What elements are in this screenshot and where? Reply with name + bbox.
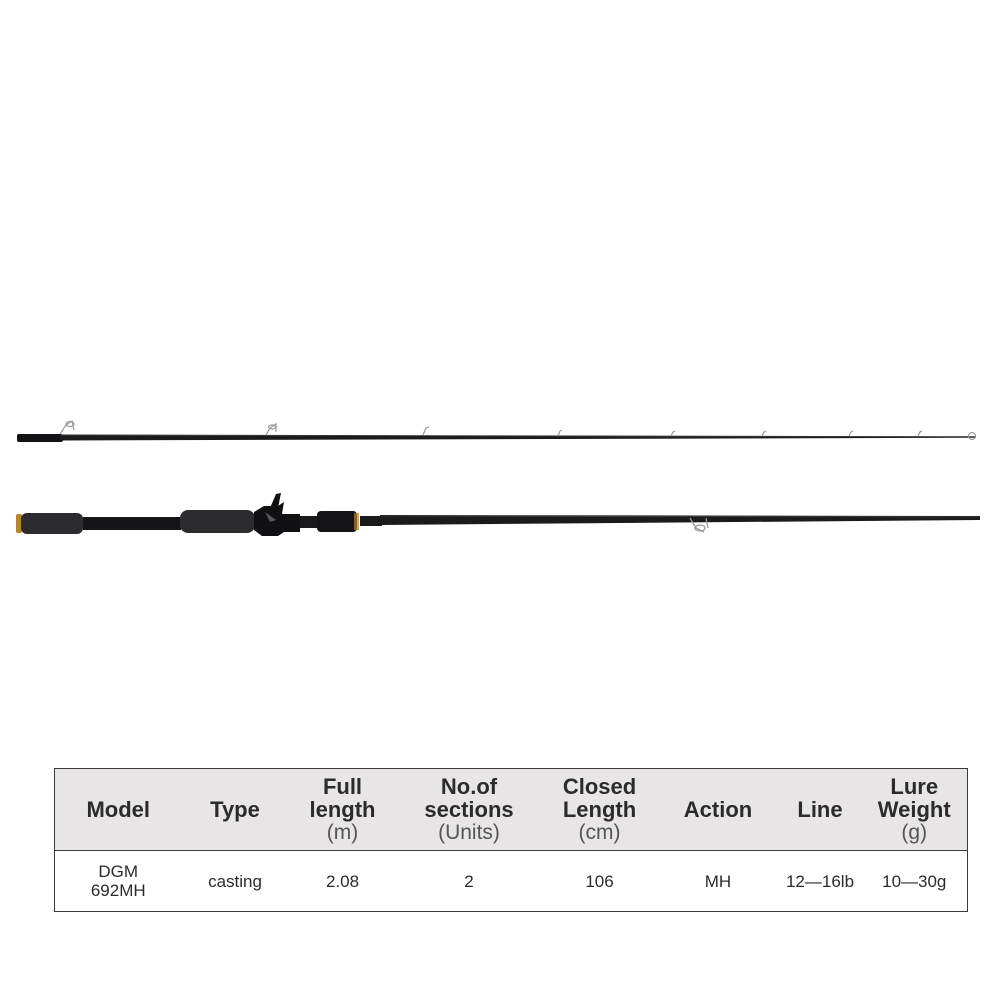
- rear-grip: [21, 513, 83, 534]
- spec-table-header-row: [55, 769, 968, 851]
- cell-closed-length: 106: [585, 871, 614, 891]
- header-line: Line: [779, 769, 862, 851]
- header-closed-length: Closed Length (cm): [542, 769, 658, 851]
- header-type: Type: [182, 769, 289, 851]
- tip-section-ferrule: [17, 434, 63, 442]
- rod-tip-section: [17, 421, 976, 442]
- rod-butt-section: [16, 493, 980, 536]
- header-action: Action: [658, 769, 779, 851]
- table-row: [55, 851, 968, 912]
- cell-sections: 2: [464, 871, 474, 891]
- cell-full-length: 2.08: [325, 871, 360, 891]
- spec-table: [54, 768, 968, 912]
- cell-lure-weight: 10—30g: [882, 871, 947, 891]
- header-model: Model: [55, 769, 182, 851]
- cell-action: MH: [704, 871, 732, 891]
- fore-grip: [180, 510, 255, 533]
- header-sections: No.of sections (Units): [397, 769, 542, 851]
- header-lure-weight: Lure Weight (g): [862, 769, 968, 851]
- header-full-length: Full length (m): [289, 769, 397, 851]
- cell-model: DGM 692MH: [90, 862, 146, 900]
- reel-nut: [317, 511, 357, 532]
- cell-type: casting: [208, 871, 262, 891]
- fishing-rod-image: [0, 400, 1000, 550]
- cell-line: 12—16lb: [785, 871, 855, 891]
